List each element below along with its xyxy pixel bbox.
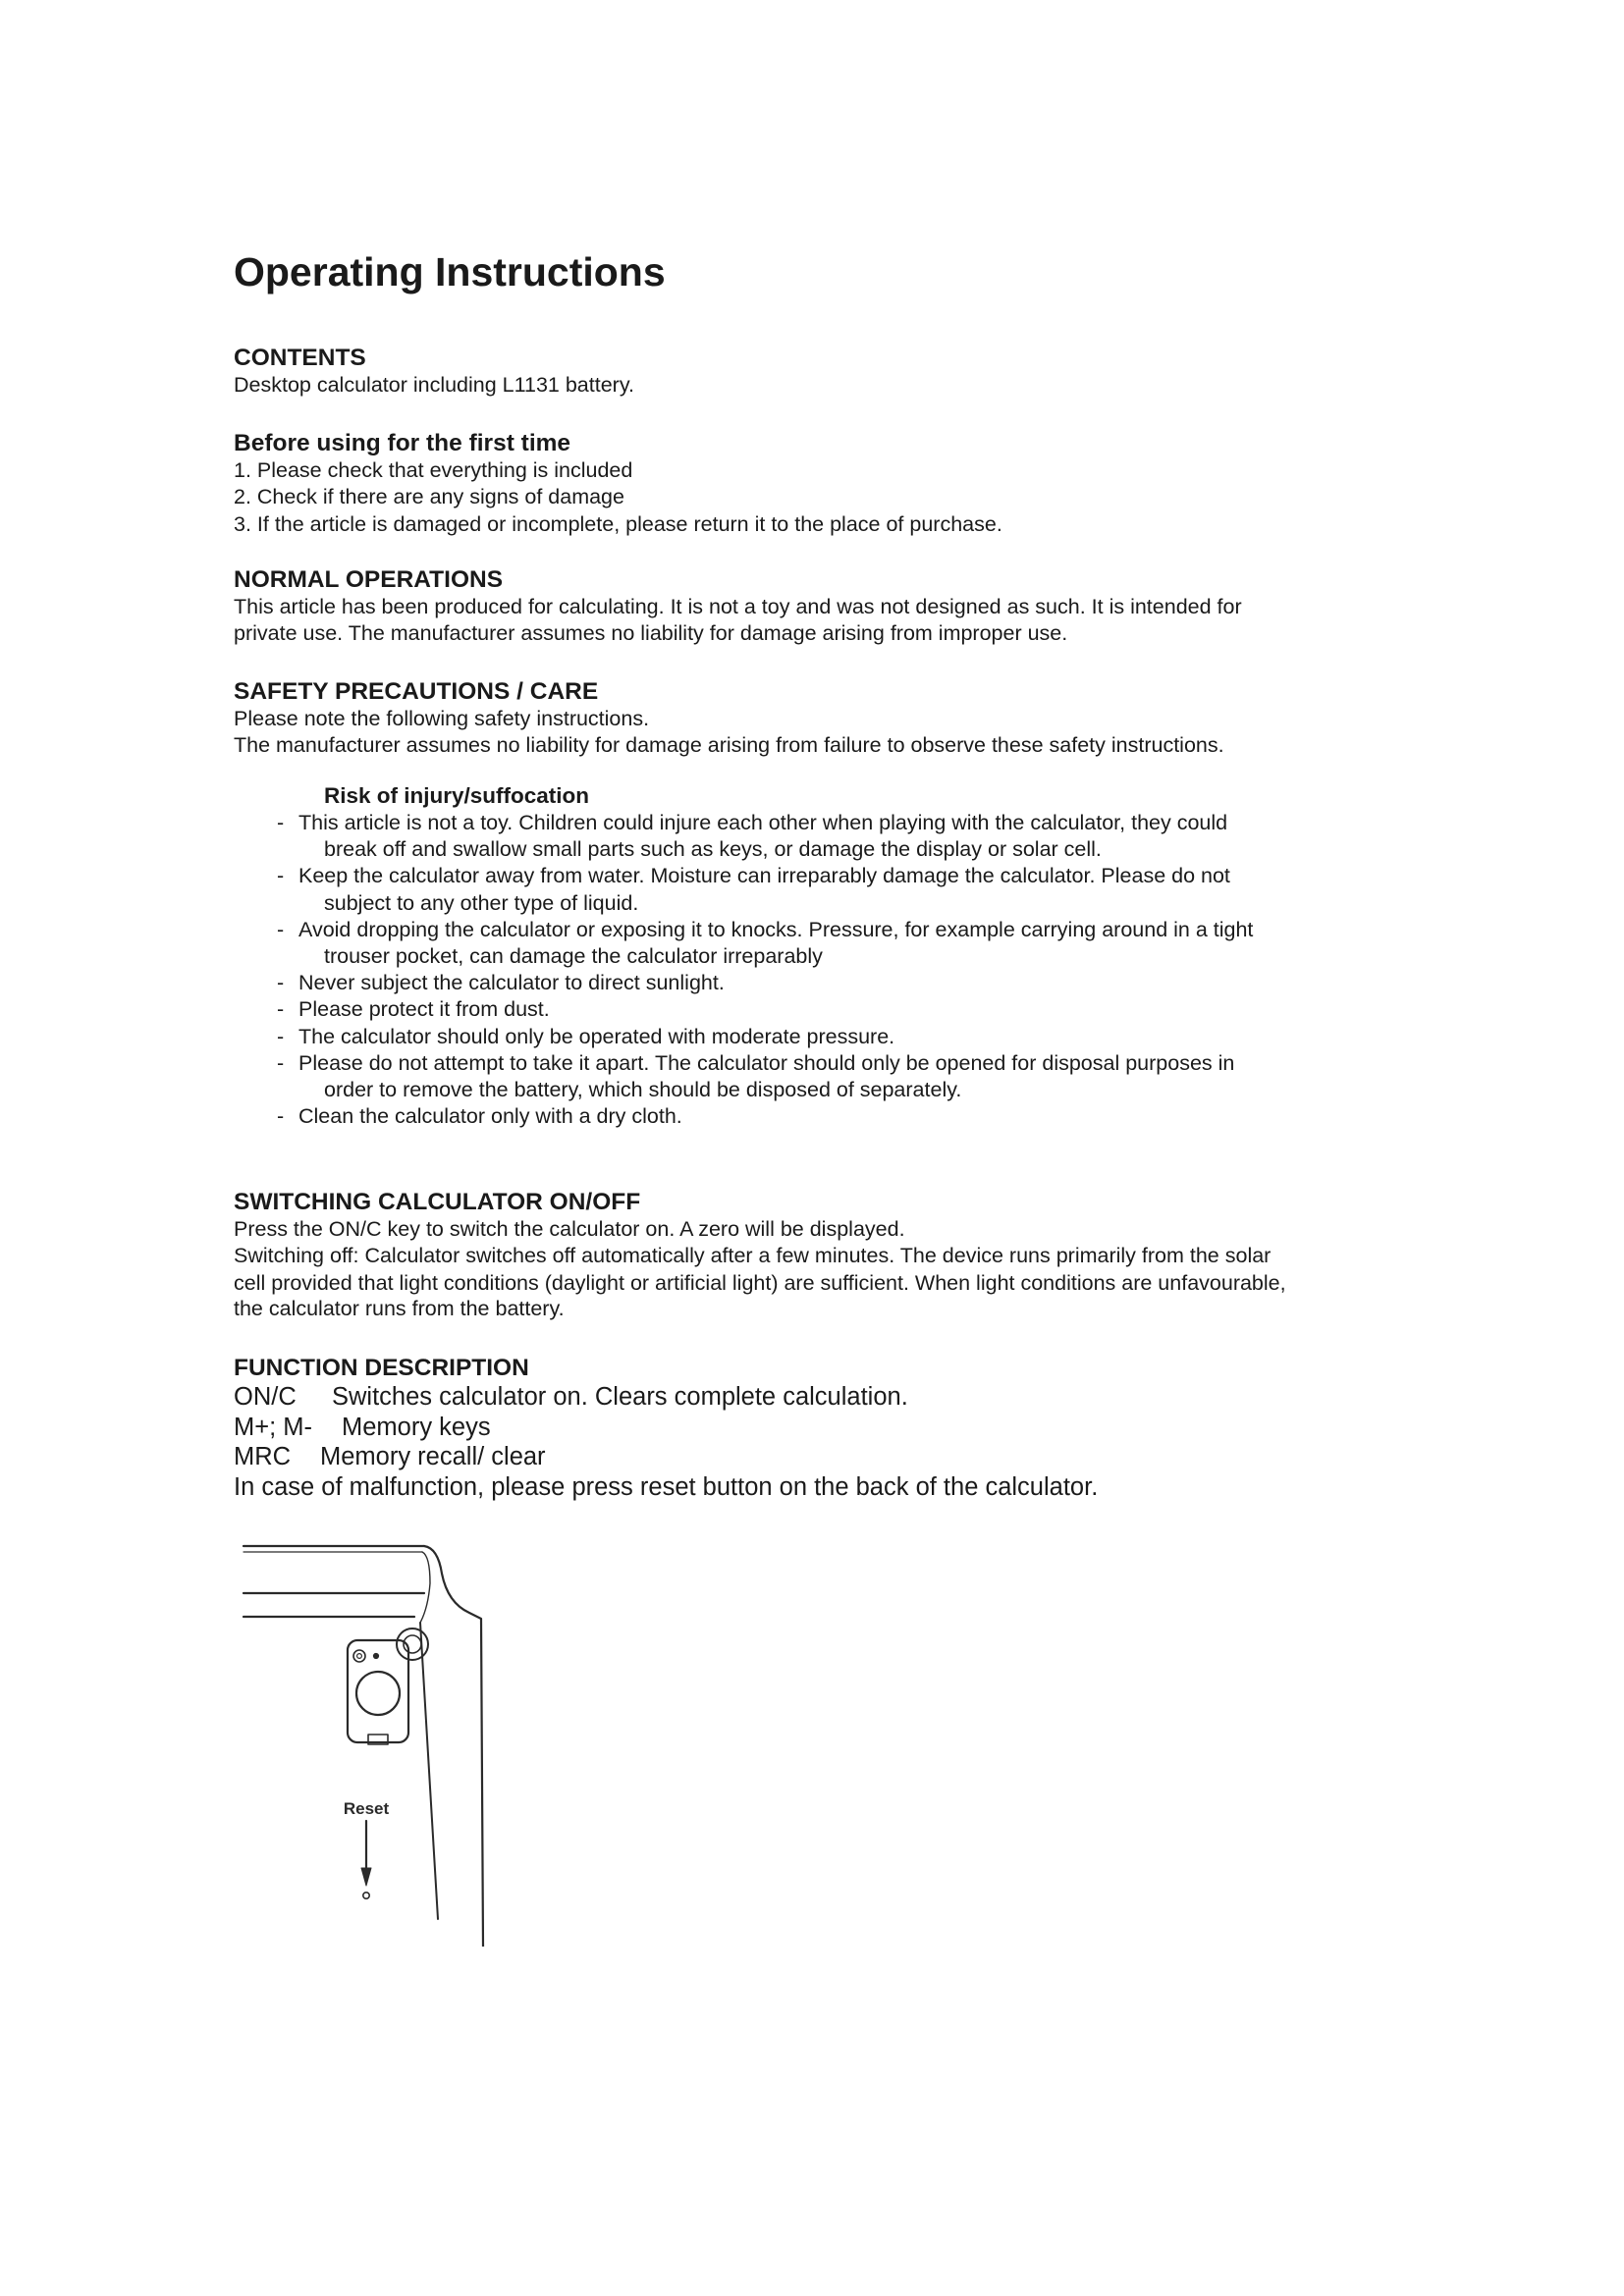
- switching-line: cell provided that light conditions (daylight or artificial light) are sufficient. When light conditions are unfavourable,: [234, 1270, 1286, 1295]
- diagram-body-outline: [420, 1552, 430, 1623]
- before-use-item: 1. Please check that everything is included: [234, 458, 633, 482]
- function-desc: Memory recall/ clear: [320, 1443, 546, 1470]
- function-item: [234, 1442, 1441, 1472]
- rubber-foot-outer: [397, 1629, 428, 1660]
- normal-operations-line: This article has been produced for calculating. It is not a toy and was not designed as such. It is intended for: [234, 595, 1242, 618]
- risk-block: [277, 782, 1406, 1130]
- section-switching: [234, 1188, 1441, 1321]
- switching-line: the calculator runs from the battery.: [234, 1296, 565, 1320]
- safety-bullet: - Please do not attempt to take it apart. The calculator should only be opened for disposal purposes in order to remove the battery, which should be disposed of separately.: [277, 1050, 1235, 1102]
- function-desc: Switches calculator on. Clears complete calculation.: [332, 1383, 908, 1411]
- section-before-use: [234, 429, 1441, 538]
- safety-bullet: - Never subject the calculator to direct sunlight.: [277, 971, 725, 995]
- section-normal-operations: [234, 565, 1441, 648]
- contents-text: Desktop calculator including L1131 battery.: [234, 373, 634, 397]
- safety-bullet-list: [277, 810, 1406, 1130]
- section-safety: [234, 677, 1441, 760]
- function-item: [234, 1413, 1441, 1443]
- function-key: MRC: [234, 1443, 292, 1470]
- switching-line: Press the ON/C key to switch the calculator on. A zero will be displayed.: [234, 1217, 905, 1241]
- safety-bullet: - Avoid dropping the calculator or exposing it to knocks. Pressure, for example carrying around in a tight trouser pocket, can damage the calculator irreparably: [277, 917, 1254, 969]
- page-title: Operating Instructions: [234, 249, 666, 294]
- contents-heading: CONTENTS: [234, 345, 366, 371]
- safety-heading: SAFETY PRECAUTIONS / CARE: [234, 678, 599, 705]
- safety-bullet: - Please protect it from dust.: [277, 997, 550, 1022]
- dot-icon: [373, 1653, 378, 1658]
- switching-line: Switching off: Calculator switches off automatically after a few minutes. The device runs primarily from the solar: [234, 1244, 1272, 1268]
- switching-heading: SWITCHING CALCULATOR ON/OFF: [234, 1189, 641, 1215]
- calculator-back-diagram: [228, 1534, 503, 1947]
- before-use-item: 3. If the article is damaged or incomplete, please return it to the place of purchase.: [234, 511, 1002, 536]
- function-desc: Memory keys: [342, 1413, 491, 1441]
- section-contents: [234, 344, 1441, 399]
- safety-bullet: - This article is not a toy. Children could injure each other when playing with the calculator, they could break off and swallow small parts such as keys, or damage the display or solar cell.: [277, 811, 1228, 862]
- reset-hole-icon: [363, 1893, 369, 1898]
- reset-arrow-head: [361, 1868, 371, 1886]
- function-key: ON/C: [234, 1383, 297, 1411]
- diagram-body-outline: [420, 1623, 438, 1919]
- before-use-heading: Before using for the first time: [234, 430, 571, 456]
- function-note: In case of malfunction, please press reset button on the back of the calculator.: [234, 1472, 1099, 1501]
- safety-line: Please note the following safety instructions.: [234, 707, 650, 730]
- screw-head-icon: [357, 1654, 362, 1659]
- normal-operations-line: private use. The manufacturer assumes no liability for damage arising from improper use.: [234, 621, 1068, 646]
- battery-cover-icon: [356, 1672, 400, 1715]
- screw-icon: [353, 1650, 365, 1662]
- before-use-item: 2. Check if there are any signs of damage: [234, 485, 624, 509]
- reset-label: Reset: [343, 1799, 390, 1818]
- safety-bullet: - Keep the calculator away from water. Moisture can irreparably damage the calculator. Please do not subject to any other type of liquid.: [277, 864, 1230, 915]
- safety-bullet: - The calculator should only be operated with moderate pressure.: [277, 1024, 895, 1048]
- function-key: M+; M-: [234, 1413, 313, 1441]
- risk-heading: Risk of injury/suffocation: [324, 783, 590, 808]
- diagram-body-outline: [424, 1546, 483, 1947]
- section-functions: [234, 1354, 1441, 1502]
- safety-line: The manufacturer assumes no liability for damage arising from failure to observe these safety instructions.: [234, 733, 1224, 758]
- function-item: [234, 1382, 1441, 1413]
- normal-operations-heading: NORMAL OPERATIONS: [234, 566, 504, 593]
- functions-heading: FUNCTION DESCRIPTION: [234, 1355, 529, 1381]
- safety-bullet: - Clean the calculator only with a dry cloth.: [277, 1104, 682, 1129]
